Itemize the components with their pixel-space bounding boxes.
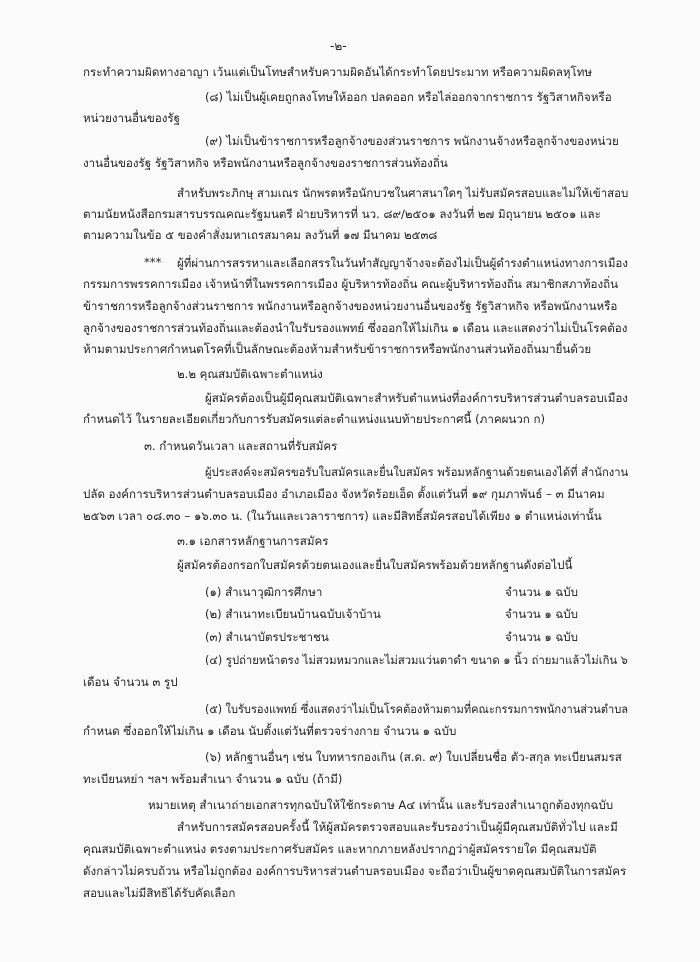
text-line: งานอื่นของรัฐ รัฐวิสาหกิจ หรือพนักงานหรือลูกจ้างของราชการส่วนท้องถิ่น (83, 156, 448, 170)
text-line: เดือน จำนวน ๓ รูป (83, 675, 178, 689)
text-line: สอบและไม่มีสิทธิได้รับคัดเลือก (83, 886, 236, 900)
text-line: ทะเบียนหย่า ฯลฯ พร้อมสำเนา จำนวน ๑ ฉบับ (ถ้ามี) (83, 772, 343, 786)
list-item: (๔) รูปถ่ายหน้าตรง ไม่สวมหมวกและไม่สวมแว่นตาดำ ขนาด ๑ นิ้ว ถ่ายมาแล้วไม่เกิน ๖ (205, 653, 628, 667)
text-line: (๙) ไม่เป็นข้าราชการหรือลูกจ้างของส่วนราชการ พนักงานจ้างหรือลูกจ้างของหน่วย (205, 134, 619, 148)
text-line: หน่วยงานอื่นของรัฐ (83, 111, 181, 125)
section-heading: ๓.๑ เอกสารหลักฐานการสมัคร (177, 534, 329, 548)
text-line: ลูกจ้างของราชการส่วนท้องถิ่นและต้องนำใบรับรองแพทย์ ซึ่งออกให้ไม่เกิน ๑ เดือน และแสดงว่าไม่เป็นโรคต้อง (83, 321, 628, 335)
text-line: ตามความในข้อ ๕ ของคำสั่งมหาเถรสมาคม ลงวันที่ ๑๗ มีนาคม ๒๕๓๘ (83, 228, 438, 242)
list-item: (๒) สำเนาทะเบียนบ้านฉบับเจ้าบ้าน (205, 607, 381, 621)
text-line: สำหรับการสมัครสอบครั้งนี้ ให้ผู้สมัครตรวจสอบและรับรองว่าเป็นผู้มีคุณสมบัติทั่วไป และมี (177, 820, 618, 834)
section-heading: ๒.๒ คุณสมบัติเฉพาะตำแหน่ง (177, 367, 323, 381)
text-line: คุณสมบัติเฉพาะตำแหน่ง ตรงตามประกาศรับสมัคร และหากภายหลังปรากฏว่าผู้สมัครรายใด มีคุณสมบัติ (83, 842, 597, 856)
text-line: ผู้สมัครต้องกรอกใบสมัครด้วยตนเองและยื่นใบสมัครพร้อมด้วยหลักฐานดังต่อไปนี้ (177, 558, 573, 572)
text-line: สำหรับพระภิกษุ สามเณร นักพรตหรือนักบวชในศาสนาใดๆ ไม่รับสมัครสอบและไม่ให้เข้าสอบ (177, 186, 629, 200)
quantity-label: จำนวน ๑ ฉบับ (505, 585, 579, 599)
text-line: กำหนด ซึ่งออกให้ไม่เกิน ๑ เดือน นับตั้งแต่วันที่ตรวจร่างกาย จำนวน ๑ ฉบับ (83, 724, 457, 738)
list-item: (๕) ใบรับรองแพทย์ ซึ่งแสดงว่าไม่เป็นโรคต้องห้ามตามที่คณะกรรมการพนักงานส่วนตำบล (205, 702, 629, 716)
list-item: (๓) สำเนาบัตรประชาชน (205, 630, 329, 644)
text-line: ผู้สมัครต้องเป็นผู้มีคุณสมบัติเฉพาะสำหรับตำแหน่งที่องค์การบริหารส่วนตำบลรอบเมือง (205, 391, 628, 405)
list-item: (๑) สำเนาวุฒิการศึกษา (205, 585, 323, 599)
quantity-label: จำนวน ๑ ฉบับ (505, 607, 579, 621)
text-line: ดังกล่าวไม่ครบถ้วน หรือไม่ถูกต้อง องค์การบริหารส่วนตำบลรอบเมือง จะถือว่าเป็นผู้ขาดคุณสมบัติในการสมัคร (83, 864, 627, 878)
page-number: -๒- (330, 39, 347, 53)
text-line: กระทำความผิดทางอาญา เว้นแต่เป็นโทษสำหรับความผิดอันได้กระทำโดยประมาท หรือความผิดลหุโทษ (83, 65, 592, 79)
text-line: กำหนดไว้ ในรายละเอียดเกี่ยวกับการรับสมัครแต่ละตำแหน่งแนบท้ายประกาศนี้ (ภาคผนวก ก) (83, 412, 546, 426)
section-heading: ๓. กำหนดวันเวลา และสถานที่รับสมัคร (144, 439, 338, 453)
list-item: (๖) หลักฐานอื่นๆ เช่น ใบทหารกองเกิน (ส.ด. ๙) ใบเปลี่ยนชื่อ ตัว-สกุล ทะเบียนสมรส (205, 750, 622, 764)
text-line: ข้าราชการหรือลูกจ้างส่วนราชการ พนักงานหรือลูกจ้างของหน่วยงานอื่นของรัฐ รัฐวิสาหกิจ หรือพนักงานหรือ (83, 299, 618, 313)
bullet-marker: *** (144, 255, 162, 269)
text-line: ๒๕๖๓ เวลา ๐๘.๓๐ – ๑๖.๓๐ น. (ในวันและเวลาราชการ) และมีสิทธิ์สมัครสอบได้เพียง ๑ ตำแหน่งเท่านั้น (83, 509, 602, 523)
text-line: ผู้ประสงค์จะสมัครขอรับใบสมัครและยื่นใบสมัคร พร้อมหลักฐานด้วยตนเองได้ที่ สำนักงาน (205, 465, 629, 479)
text-line: ห้ามตามประกาศกำหนดโรคที่เป็นลักษณะต้องห้ามสำหรับข้าราชการหรือพนักงานส่วนท้องถิ่นมายื่นด้วย (83, 342, 592, 356)
note-line: หมายเหตุ สำเนาถ่ายเอกสารทุกฉบับให้ใช้กระดาษ A๔ เท่านั้น และรับรองสำเนาถูกต้องทุกฉบับ (148, 798, 614, 812)
text-line: ตามนัยหนังสือกรมสารบรรณคณะรัฐมนตรี ฝ่ายบริหารที่ นว. ๘๙/๒๕๐๑ ลงวันที่ ๒๗ มิถุนายน ๒๕๐๑ และ (83, 207, 601, 221)
text-line: (๘) ไม่เป็นผู้เคยถูกลงโทษให้ออก ปลดออก หรือไล่ออกจากราชการ รัฐวิสาหกิจหรือ (205, 90, 612, 104)
text-line: ปลัด องค์การบริหารส่วนตำบลรอบเมือง อำเภอเมือง จังหวัดร้อยเอ็ด ตั้งแต่วันที่ ๑๙ กุมภาพันธ์ – ๓ มีนาคม (83, 487, 605, 501)
text-line: ผู้ที่ผ่านการสรรหาและเลือกสรรในวันทำสัญญาจ้างจะต้องไม่เป็นผู้ดำรงตำแหน่งทางการเมือง (177, 256, 628, 270)
quantity-label: จำนวน ๑ ฉบับ (505, 630, 579, 644)
text-line: กรรมการพรรคการเมือง เจ้าหน้าที่ในพรรคการเมือง ผู้บริหารท้องถิ่น คณะผู้บริหารท้องถิ่น สมาชิกสภาท้องถิ่น (83, 277, 619, 291)
